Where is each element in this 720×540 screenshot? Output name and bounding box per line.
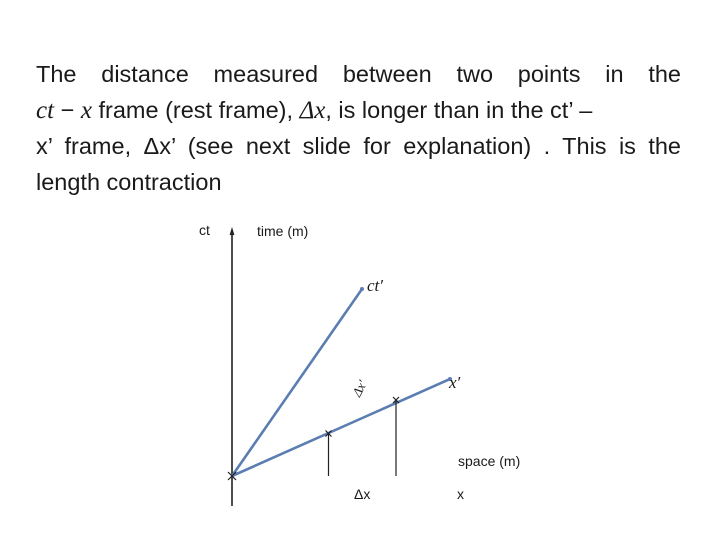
delta-x-label: Δx [354,486,371,502]
text-longer: , is longer than in the ct’ – [325,97,593,123]
ct-symbol: ct [36,97,55,124]
space-axis-label: space (m) [458,453,521,469]
ct-prime-axis-end [360,287,364,291]
text-line-1: The distance measured between two points in the [36,61,681,87]
ct-axis-label: ct [199,222,210,238]
ct-axis-arrowhead [230,227,235,235]
minus-sign: − [54,97,81,123]
delta-x-symbol: Δx [299,97,326,124]
text-line-4: length contraction [36,169,222,195]
text-line-3: x’ frame, Δx’ (see next slide for explanation) . This is the [36,133,681,159]
x-prime-label: x′ [449,373,461,392]
text-frame-rest: frame (rest frame), [91,97,300,123]
x-symbol: x [80,97,92,124]
x-axis-label: x [457,486,464,502]
time-axis-label: time (m) [257,223,309,239]
delta-x-prime-label: Δx′ [349,377,370,400]
ct-prime-label: ct′ [367,276,383,295]
